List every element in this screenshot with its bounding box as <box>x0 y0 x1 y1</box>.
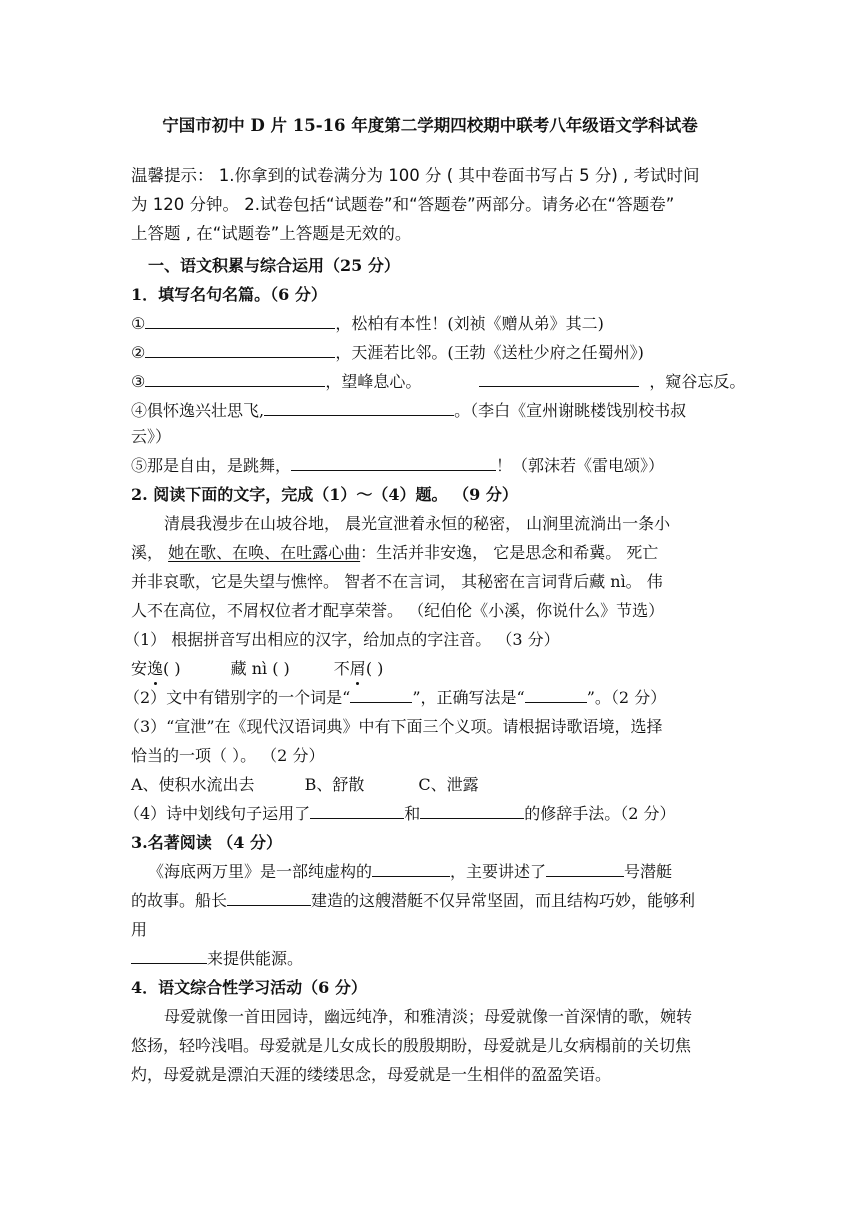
dotted-char: 屑 <box>349 659 366 678</box>
q2-sub-3: （3）“宣泄”在《现代汉语词典》中有下面三个义项。请根据诗歌语境，选择 <box>124 717 663 736</box>
q1-item-5 <box>131 455 664 477</box>
item-text: ！（郭沫若《雷电颂》） <box>496 456 665 475</box>
q4-passage-line-1: 母爱就像一首田园诗，幽远纯净，和雅清淡；母爱就像一首深情的歌，婉转 <box>164 1007 693 1026</box>
answer-blank[interactable] <box>145 314 335 329</box>
question-text: ”，正确写法是“ <box>412 688 525 707</box>
q3-heading: 3.名著阅读 （4 分） <box>131 833 282 852</box>
answer-blank[interactable] <box>546 862 624 877</box>
answer-blank[interactable] <box>420 804 524 819</box>
q4-passage-line-3: 灼，母爱就是漂泊天涯的缕缕思念，母爱就是一生相伴的盈盈笑语。 <box>131 1065 612 1084</box>
answer-blank[interactable] <box>291 456 496 471</box>
q4-passage-line-2: 悠扬，轻吟浅唱。母爱就是儿女成长的殷殷期盼，母爱就是儿女病榻前的关切焦 <box>131 1036 692 1055</box>
question-text: 的修辞手法。（2 分） <box>524 804 676 823</box>
q2-heading: 2. 阅读下面的文字，完成（1）～（4）题。 （9 分） <box>131 485 518 504</box>
q2-sub-1: （1） 根据拼音写出相应的汉字，给加点的字注音。 （3 分） <box>124 630 560 649</box>
q1-heading: 1．填写名句名篇。（6 分） <box>131 285 327 304</box>
word-cang-ni[interactable]: 藏 nì ( ) <box>230 659 290 678</box>
passage-line-2 <box>131 542 658 564</box>
q3-line-2 <box>131 890 695 912</box>
passage-line-4: 人不在高位，不屑权位者才配享荣誉。 （纪伯伦《小溪，你说什么》节选） <box>131 601 665 620</box>
passage-line-3: 并非哀歌，它是失望与憔悴。 智者不在言词， 其秘密在言词背后藏 nì。 伟 <box>131 572 663 591</box>
item-text: ④俱怀逸兴壮思飞, <box>131 401 265 420</box>
answer-blank[interactable] <box>350 688 412 703</box>
question-text: 建造的这艘潜艇不仅异常坚固，而且结构巧妙，能够利 <box>311 891 696 910</box>
option-a[interactable]: A、使积水流出去 <box>131 775 255 794</box>
q2-sub-1-blanks <box>131 658 383 680</box>
q3-line-1 <box>148 861 672 883</box>
q2-sub-2 <box>124 687 666 709</box>
underlined-sentence: 她在歌、在唤、在吐露心曲 <box>168 543 361 562</box>
answer-blank[interactable] <box>310 804 404 819</box>
answer-blank[interactable] <box>131 949 207 964</box>
item-text: ，窥谷忘反。 <box>649 372 746 391</box>
hint-line-1: 温馨提示： 1.你拿到的试卷满分为 100 分 ( 其中卷面书写占 5 分) , 考试时间 <box>131 166 700 185</box>
answer-blank[interactable] <box>264 401 454 416</box>
item-text: ，天涯若比邻。(王勃《送杜少府之任蜀州》) <box>335 343 644 362</box>
option-b[interactable]: B、舒散 <box>304 775 365 794</box>
q3-line-3: 用 <box>131 920 148 939</box>
item-number: ② <box>131 343 146 362</box>
q1-item-4-cont: 云》） <box>131 427 172 446</box>
answer-blank[interactable] <box>227 891 311 906</box>
question-text: （2）文中有错别字的一个词是“ <box>124 688 351 707</box>
dotted-char: 逸 <box>147 659 164 678</box>
answer-blank[interactable] <box>145 372 325 387</box>
item-text: ⑤那是自由，是跳舞， <box>131 456 292 475</box>
q2-sub-3-options <box>131 774 479 796</box>
question-text: （4）诗中划线句子运用了 <box>124 804 311 823</box>
option-c[interactable]: C、泄露 <box>418 775 479 794</box>
q1-item-2 <box>131 342 644 364</box>
passage-text: 溪， <box>131 543 169 562</box>
q4-heading: 4．语文综合性学习活动（6 分） <box>131 978 367 997</box>
q1-item-3 <box>131 371 745 393</box>
item-text: 。（李白《宣州谢眺楼饯别校书叔 <box>454 401 687 420</box>
question-text: ”。（2 分） <box>586 688 667 707</box>
question-text: 的故事。船长 <box>131 891 228 910</box>
passage-text: ：生活并非安逸， 它是思念和希冀。 死亡 <box>360 543 659 562</box>
q3-line-4 <box>131 948 303 970</box>
word-an-yi <box>131 659 181 678</box>
item-number: ① <box>131 314 146 333</box>
question-text: 和 <box>404 804 421 823</box>
passage-line-1: 清晨我漫步在山坡谷地， 晨光宣泄着永恒的秘密， 山涧里流淌出一条小 <box>164 514 671 533</box>
question-text: ，主要讲述了 <box>450 862 547 881</box>
question-text: 《海底两万里》是一部纯虚构的 <box>148 862 373 881</box>
q2-sub-4 <box>124 803 675 825</box>
question-text: 来提供能源。 <box>207 949 304 968</box>
q1-item-1 <box>131 313 604 335</box>
answer-blank[interactable] <box>479 372 639 387</box>
answer-blank[interactable] <box>525 688 587 703</box>
answer-blank[interactable] <box>145 343 335 358</box>
answer-paren[interactable]: ( ) <box>163 659 181 678</box>
exam-title: 宁国市初中 D 片 15-16 年度第二学期四校期中联考八年级语文学科试卷 <box>162 116 698 135</box>
answer-paren[interactable]: ( ) <box>365 659 384 678</box>
item-number: ③ <box>131 372 146 391</box>
hint-line-2: 为 120 分钟。 2.试卷包括“试题卷”和“答题卷”两部分。请务必在“答题卷” <box>131 195 675 214</box>
q1-item-4 <box>131 400 686 422</box>
char: 安 <box>131 659 148 678</box>
word-bu-xie <box>334 659 384 678</box>
item-text: ，望峰息心。 <box>325 372 422 391</box>
answer-blank[interactable] <box>372 862 450 877</box>
question-text: 号潜艇 <box>624 862 673 881</box>
char: 不 <box>333 659 350 678</box>
hint-line-3: 上答题 , 在“试题卷”上答题是无效的。 <box>131 224 412 243</box>
item-text: ，松柏有本性！(刘祯《赠从弟》其二) <box>335 314 604 333</box>
q2-sub-3-cont: 恰当的一项（ ）。 （2 分） <box>131 746 325 765</box>
section-1-heading: 一、语文积累与综合运用（25 分） <box>148 256 400 275</box>
